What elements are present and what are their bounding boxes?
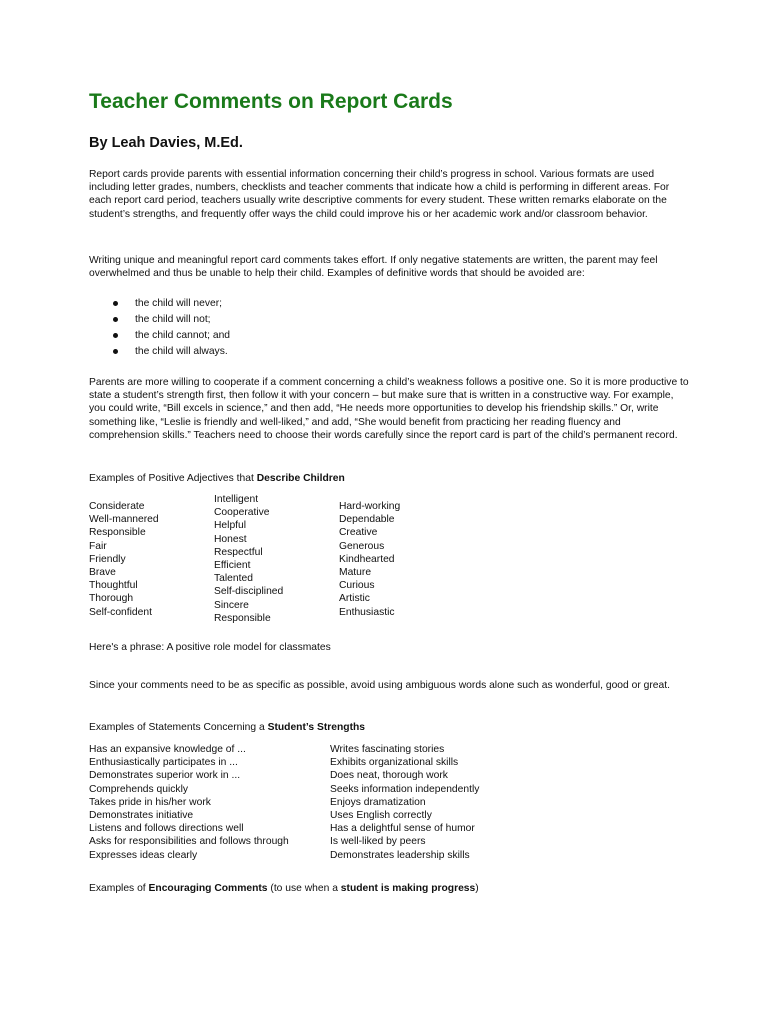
list-item: Fair [89,540,107,552]
specific-paragraph: Since your comments need to be as specific as possible, avoid using ambiguous words alone such as wonderful, good or great. [89,680,670,691]
list-item: Comprehends quickly [89,783,189,795]
list-item: Enthusiastically participates in ... [89,757,238,769]
list-item: Intelligent [214,494,259,505]
list-item: Demonstrates leadership skills [330,849,470,861]
list-item: Artistic [339,593,370,605]
list-item: Uses English correctly [330,810,432,822]
strengths-column-2 [330,743,479,862]
list-item: the child will always. [113,344,230,360]
list-item: Listens and follows directions well [89,823,244,835]
list-item: Demonstrates initiative [89,810,194,822]
list-item: Seeks information independently [330,783,480,795]
list-item: the child cannot; and [113,328,230,344]
list-item: the child will not; [113,312,230,328]
bullet-icon [113,301,118,306]
list-item: Writes fascinating stories [330,744,445,755]
list-item: Demonstrates superior work in ... [89,770,241,782]
adjectives-caption: Examples of Positive Adjectives that Describe Children [89,473,345,484]
list-item: Talented [214,573,253,585]
list-item: Generous [339,540,385,552]
list-item: Respectful [214,546,263,558]
page-title: Teacher Comments on Report Cards [89,90,453,113]
list-item: Sincere [214,599,249,611]
adjectives-column-3 [339,500,400,619]
adjectives-column-2 [214,493,283,625]
list-item: Dependable [339,514,395,526]
list-item: Enthusiastic [339,606,395,618]
list-item: Creative [339,527,378,539]
list-item: Self-disciplined [214,586,284,598]
list-item: Self-confident [89,606,152,618]
list-item: Efficient [214,560,251,572]
list-item: Enjoys dramatization [330,796,426,808]
strengths-column-1 [89,743,289,862]
list-item: Friendly [89,553,126,565]
encouraging-caption: Examples of Encouraging Comments (to use when a student is making progress) [89,883,479,894]
author-byline: By Leah Davies, M.Ed. [89,135,243,151]
list-item: Expresses ideas clearly [89,849,198,861]
bullet-icon [113,317,118,322]
list-item: Helpful [214,520,247,532]
list-item: Thoughtful [89,580,138,592]
list-item: Well-mannered [89,514,159,526]
list-item: Kindhearted [339,553,395,565]
adjectives-column-1 [89,500,159,619]
list-item: Cooperative [214,507,270,519]
bullet-icon [113,333,118,338]
list-item: Considerate [89,501,145,512]
list-item: Does neat, thorough work [330,770,448,782]
list-item: Asks for responsibilities and follows through [89,836,289,848]
phrase-line: Here's a phrase: A positive role model for classmates [89,642,331,653]
list-item: Hard-working [339,501,401,512]
cooperation-paragraph: Parents are more willing to cooperate if a comment concerning a child’s weakness follows a positive one. So it is more productive to state a student’s strength first, then follow it with your concern – but make sure that is written in a constructive way. For example, you could write, “Bill excels in science,” and then add, “He needs more opportunities to develop his friendship skills.” Or, write something like, “Leslie is friendly and well-liked,” and add, “She would benefit from practicing her reading fluency and comprehension skills.” Teachers need to choose their words carefully since the report card is part of the child’s permanent record. [89,377,689,441]
list-item: Has an expansive knowledge of ... [89,744,246,755]
list-item: Responsible [89,527,146,539]
list-item: Mature [339,567,372,579]
list-item: Takes pride in his/her work [89,796,211,808]
list-item: Exhibits organizational skills [330,757,459,769]
bullet-icon [113,349,118,354]
list-item: Curious [339,580,375,592]
list-item: Has a delightful sense of humor [330,823,475,835]
strengths-caption: Examples of Statements Concerning a Student’s Strengths [89,722,366,733]
intro-paragraph: Report cards provide parents with essential information concerning their child’s progress in school. Various formats are used including letter grades, numbers, checklists and teacher comments that indicate how a child is performing in different areas. For each report card period, teachers usually write descriptive comments for every student. These written remarks elaborate on the student’s strengths, and frequently offer ways the child could improve his or her academic work and/or classroom behavior. [89,169,670,220]
list-item: Honest [214,533,247,545]
avoid-list [113,296,230,360]
list-item: Responsible [214,612,271,624]
list-item: Thorough [89,593,134,605]
list-item: Is well-liked by peers [330,836,426,848]
avoid-paragraph: Writing unique and meaningful report card comments takes effort. If only negative statements are written, the parent may feel overwhelmed and thus be unable to help their child. Examples of definitive words that should be avoided are: [89,255,658,280]
list-item: Brave [89,567,116,579]
list-item: the child will never; [113,296,230,312]
